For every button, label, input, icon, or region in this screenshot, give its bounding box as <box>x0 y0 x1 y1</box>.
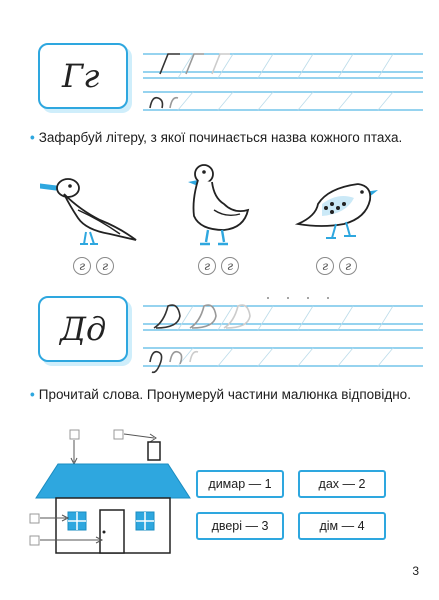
page-number: 3 <box>412 564 419 578</box>
choice-circle[interactable]: г <box>339 257 357 275</box>
handwriting-lines-g <box>138 40 423 120</box>
letter-card-g <box>38 43 128 109</box>
choice-circle[interactable]: г <box>221 257 239 275</box>
choice-circle[interactable]: г <box>73 257 91 275</box>
choice-circle[interactable]: г <box>316 257 334 275</box>
crow-drawing <box>40 170 140 250</box>
word-box-roof: дах — 2 <box>298 470 386 498</box>
word-box-house: дім — 4 <box>298 512 386 540</box>
task2-text: Прочитай слова. Пронумеруй частини малюнка відповідно. <box>38 387 411 402</box>
sparrow-drawing <box>288 170 388 250</box>
bullet-icon: • <box>30 130 35 145</box>
handwriting-lines-d <box>138 292 423 376</box>
choice-circle[interactable]: г <box>198 257 216 275</box>
letter-card-d <box>38 296 128 362</box>
goose-drawing <box>184 160 254 250</box>
letter-card-g-label: Гг <box>62 57 100 95</box>
word-box-chimney: димар — 1 <box>196 470 284 498</box>
letter-card-d-label: Дд <box>60 310 107 348</box>
bullet-icon: • <box>30 387 35 402</box>
word-box-door: двері — 3 <box>196 512 284 540</box>
task2-instruction <box>30 385 420 404</box>
task1-instruction <box>30 128 410 147</box>
task1-text: Зафарбуй літеру, з якої починається назва кожного птаха. <box>38 130 403 145</box>
house-drawing <box>28 428 198 563</box>
choice-circle[interactable]: г <box>96 257 114 275</box>
